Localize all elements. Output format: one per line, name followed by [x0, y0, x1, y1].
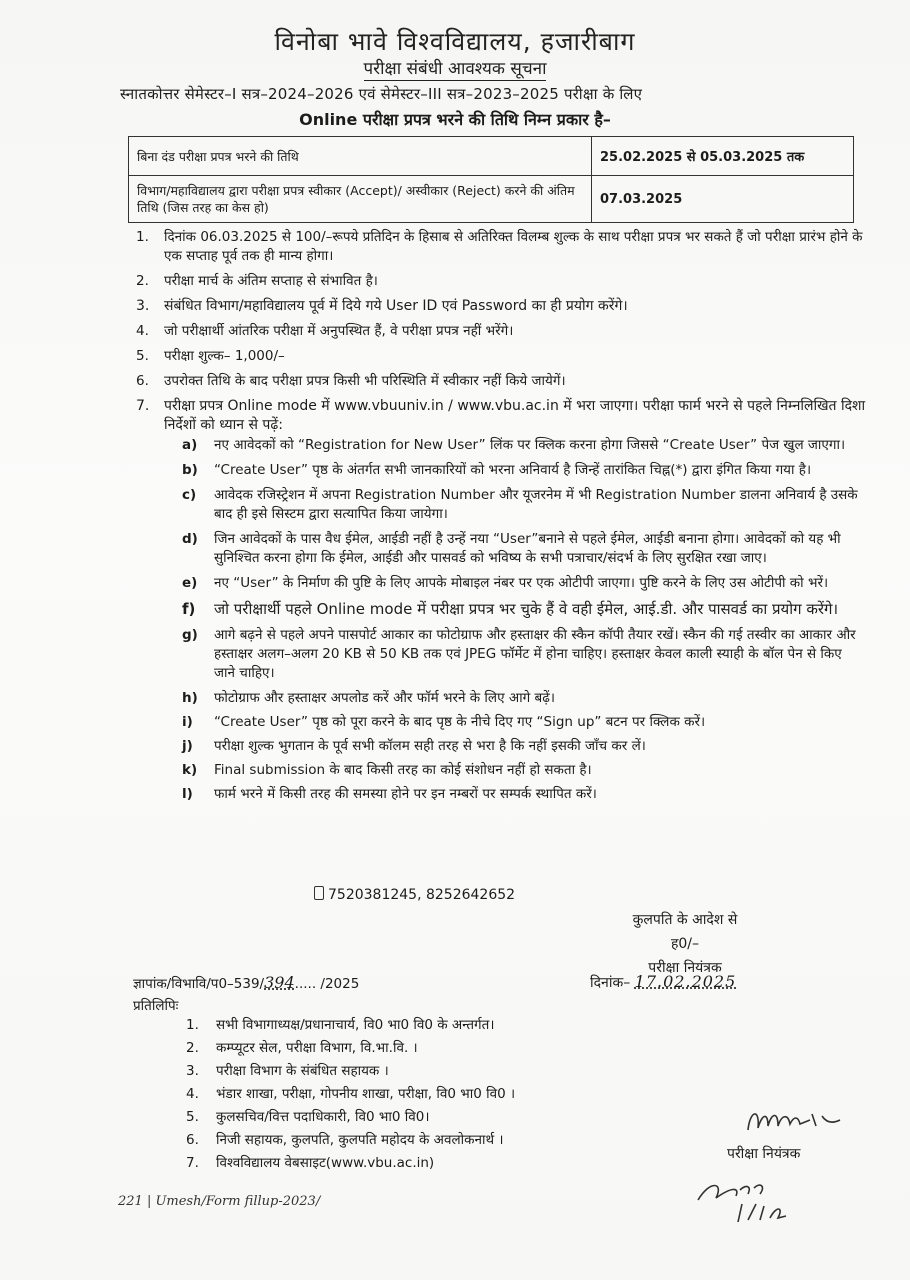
order-line: कुलपति के आदेश से [632, 912, 738, 928]
item-text: दिनांक 06.03.2025 से 100/–रूपये प्रतिदिन के हिसाब से अतिरिक्त विलम्ब शुल्क के साथ परीक्षा प्रपत्र भर सकते हैं जो परीक्षा प्रारंभ होने के एक सप्ताह पूर्व तक ही मान्य होगा। [164, 229, 863, 264]
list-item [182, 626, 862, 683]
item-letter: h) [182, 690, 198, 706]
item-number: 6. [186, 1132, 199, 1148]
item-number: 7. [186, 1155, 199, 1171]
item-number: 7. [136, 398, 150, 414]
item-number: 1. [136, 229, 149, 245]
list-item [136, 272, 866, 291]
list-item [136, 372, 866, 391]
item-letter: b) [182, 462, 198, 478]
item-number: 5. [186, 1109, 199, 1125]
dates-table [128, 136, 854, 223]
item-number: 4. [186, 1086, 199, 1102]
list-item [182, 713, 862, 732]
list-item [182, 737, 862, 756]
item-text: उपरोक्त तिथि के बाद परीक्षा प्रपत्र किसी भी परिस्थिति में स्वीकार नहीं किये जायेगें। [164, 373, 566, 389]
item-number: 1. [186, 1017, 199, 1033]
handwritten-signature-icon [740, 1100, 850, 1150]
table-row [129, 176, 854, 223]
item-letter: j) [182, 738, 193, 754]
online-form-line: Online परीक्षा प्रपत्र भरने की तिथि निम्न प्रकार है– [299, 110, 611, 129]
item-text: नए आवेदकों को “Registration for New User” लिंक पर क्लिक करना होगा जिससे “Create User” पेज खुल जाएगा। [214, 437, 846, 453]
guideline-list [182, 436, 862, 808]
memo-prefix: ज्ञापांक/विभावि/प0–539/ [133, 976, 265, 992]
list-item [136, 322, 866, 341]
list-item [182, 436, 862, 455]
bottom-signatory-title: परीक्षा नियंत्रक [727, 1146, 801, 1162]
university-name: विनोबा भावे विश्वविद्यालय, हजारीबाग [274, 27, 636, 56]
item-letter: e) [182, 575, 198, 591]
item-text: “Create User” पृष्ठ को पूरा करने के बाद पृष्ठ के नीचे दिए गए “Sign up” बटन पर क्लिक करें। [214, 714, 706, 730]
item-text: कम्प्यूटर सेल, परीक्षा विभाग, वि.भा.वि. । [216, 1040, 418, 1056]
signature-block [560, 908, 810, 980]
date-label: विभाग/महाविद्यालय द्वारा परीक्षा प्रपत्र स्वीकार (Accept)/ अस्वीकार (Reject) करने की अंतिम तिथि (जिस तरह का केस हो) [129, 176, 592, 223]
list-item [136, 228, 866, 266]
item-letter: c) [182, 487, 197, 503]
date-value: 07.03.2025 [592, 176, 854, 223]
item-text: आवेदक रजिस्ट्रेशन में अपना Registration Number और यूजरनेम में भी Registration Number डालना अनिवार्य है उसके बाद ही इसे सिस्टम द्वारा सत्यापित किया जायेगा। [214, 487, 858, 522]
memo-suffix: ..... /2025 [294, 976, 360, 992]
item-text: जो परीक्षार्थी पहले Online mode में परीक्षा प्रपत्र भर चुके हैं वे वही ईमेल, आई.डी. और पासवर्ड का प्रयोग करेंगे। [214, 600, 839, 618]
list-item [136, 397, 866, 435]
item-number: 5. [136, 348, 149, 364]
item-text: सभी विभागाध्यक्ष/प्रधानाचार्य, वि0 भा0 वि0 के अन्तर्गत। [216, 1017, 495, 1033]
memo-handwritten-number: 394 [264, 973, 295, 992]
item-number: 2. [186, 1040, 199, 1056]
item-number: 3. [186, 1063, 199, 1079]
item-text: परीक्षा विभाग के संबंधित सहायक । [216, 1063, 389, 1079]
item-letter: i) [182, 714, 193, 730]
item-letter: k) [182, 762, 198, 778]
item-text: आगे बढ़ने से पहले अपने पासपोर्ट आकार का फोटोग्राफ और हस्ताक्षर की स्कैन कॉपी तैयार रखें। स्कैन की गई तस्वीर का आकार और हस्ताक्षर अलग–अलग 20 KB से 50 KB तक एवं JPEG फॉर्मेट में होना चाहिए। हस्ताक्षर केवल काली स्याही के बॉल पेन से किए जाने चाहिए। [214, 627, 856, 681]
item-text: Final submission के बाद किसी तरह का कोई संशोधन नहीं हो सकता है। [214, 762, 592, 778]
item-text: जो परीक्षार्थी आंतरिक परीक्षा में अनुपस्थित हैं, वे परीक्षा प्रपत्र नहीं भरेंगे। [164, 323, 514, 339]
signed-mark: ह0/– [670, 936, 700, 952]
list-item [182, 599, 862, 620]
list-item [182, 761, 862, 780]
notice-title [0, 56, 910, 79]
date-value: 25.02.2025 से 05.03.2025 तक [592, 137, 854, 176]
list-item [182, 530, 862, 568]
list-item [186, 1083, 626, 1106]
item-text: “Create User” पृष्ठ के अंतर्गत सभी जानकारियों को भरना अनिवार्य है जिन्हें तारांकित चिह्न(*) द्वारा इंगित किया गया है। [214, 462, 812, 478]
footer-reference: 221 | Umesh/Form fillup-2023/ [118, 1194, 321, 1209]
item-number: 2. [136, 273, 149, 289]
date-label: बिना दंड परीक्षा प्रपत्र भरने की तिथि [129, 137, 592, 176]
item-number: 3. [136, 298, 150, 314]
session-line: स्नातकोत्तर सेमेस्टर–I सत्र–2024–2026 एवं सेमेस्टर–III सत्र–2023–2025 परीक्षा के लिए [120, 85, 643, 103]
item-letter: a) [182, 437, 198, 453]
list-item [136, 297, 866, 316]
item-text: नए “User” के निर्माण की पुष्टि के लिए आपके मोबाइल नंबर पर एक ओटीपी जाएगा। पुष्टि करने के लिए उस ओटीपी को भरें। [214, 575, 829, 591]
item-text: फोटोग्राफ और हस्ताक्षर अपलोड करें और फॉर्म भरने के लिए आगे बढ़ें। [214, 690, 555, 706]
copy-list [186, 1014, 626, 1175]
list-item [182, 461, 862, 480]
list-item [186, 1037, 626, 1060]
item-letter: f) [182, 600, 196, 618]
item-text: परीक्षा प्रपत्र Online mode में www.vbuuniv.in / www.vbu.ac.in में भरा जाएगा। परीक्षा फार्म भरने से पहले निम्नलिखित दिशा निर्देशों को ध्यान से पढ़ें: [164, 398, 866, 433]
item-number: 6. [136, 373, 149, 389]
item-text: संबंधित विभाग/महाविद्यालय पूर्व में दिये गये User ID एवं Password का ही प्रयोग करेंगे। [164, 298, 628, 314]
item-text: परीक्षा शुल्क– 1,000/– [164, 348, 285, 364]
list-item [136, 347, 866, 366]
item-text: निजी सहायक, कुलपति, कुलपति महोदय के अवलोकनार्थ । [216, 1132, 504, 1148]
list-item [182, 486, 862, 524]
list-item [186, 1129, 626, 1152]
item-text: परीक्षा शुल्क भुगतान के पूर्व सभी कॉलम सही तरह से भरा है कि नहीं इसकी जाँच कर लें। [214, 738, 646, 754]
notice-title-text: परीक्षा संबंधी आवश्यक सूचना [363, 59, 547, 79]
item-letter: d) [182, 531, 198, 547]
list-item [182, 689, 862, 708]
phone-icon [314, 886, 324, 900]
list-item [182, 785, 862, 804]
phone-numbers: 7520381245, 8252642652 [328, 887, 516, 903]
item-text: कुलसचिव/वित्त पदाधिकारी, वि0 भा0 वि0। [216, 1109, 430, 1125]
list-item [186, 1152, 626, 1175]
item-number: 4. [136, 323, 149, 339]
memo-number [133, 973, 359, 992]
list-item [186, 1060, 626, 1083]
list-item [182, 574, 862, 593]
item-letter: l) [182, 786, 193, 802]
table-row [129, 137, 854, 176]
handwritten-initials-icon [690, 1170, 830, 1230]
item-text: फार्म भरने में किसी तरह की समस्या होने पर इन नम्बरों पर सम्पर्क स्थापित करें। [214, 786, 597, 802]
item-text: विश्वविद्यालय वेबसाइट(www.vbu.ac.in) [216, 1155, 435, 1171]
copy-to-label: प्रतिलिपिः [133, 998, 179, 1014]
memo-date [590, 972, 736, 992]
contact-phones [314, 886, 515, 903]
list-item [186, 1106, 626, 1129]
item-text: जिन आवेदकों के पास वैध ईमेल, आईडी नहीं है उन्हें नया “User”बनाने से पहले ईमेल, आईडी बनाना होगा। आवेदकों को यह भी सुनिश्चित करना होगा कि ईमेल, आईडी और पासवर्ड को भविष्य के सभी पत्राचार/संदर्भ के लिए सुरक्षित रखा जाए। [214, 531, 841, 566]
controller-title: परीक्षा नियंत्रक [648, 960, 722, 976]
date-label: दिनांक– [590, 975, 635, 991]
item-letter: g) [182, 627, 198, 643]
date-handwritten: 17.02.2025 [634, 972, 737, 991]
list-item [186, 1014, 626, 1037]
instruction-list [136, 228, 866, 439]
item-text: परीक्षा मार्च के अंतिम सप्ताह से संभावित है। [164, 273, 378, 289]
item-text: भंडार शाखा, परीक्षा, गोपनीय शाखा, परीक्षा, वि0 भा0 वि0 । [216, 1086, 516, 1102]
